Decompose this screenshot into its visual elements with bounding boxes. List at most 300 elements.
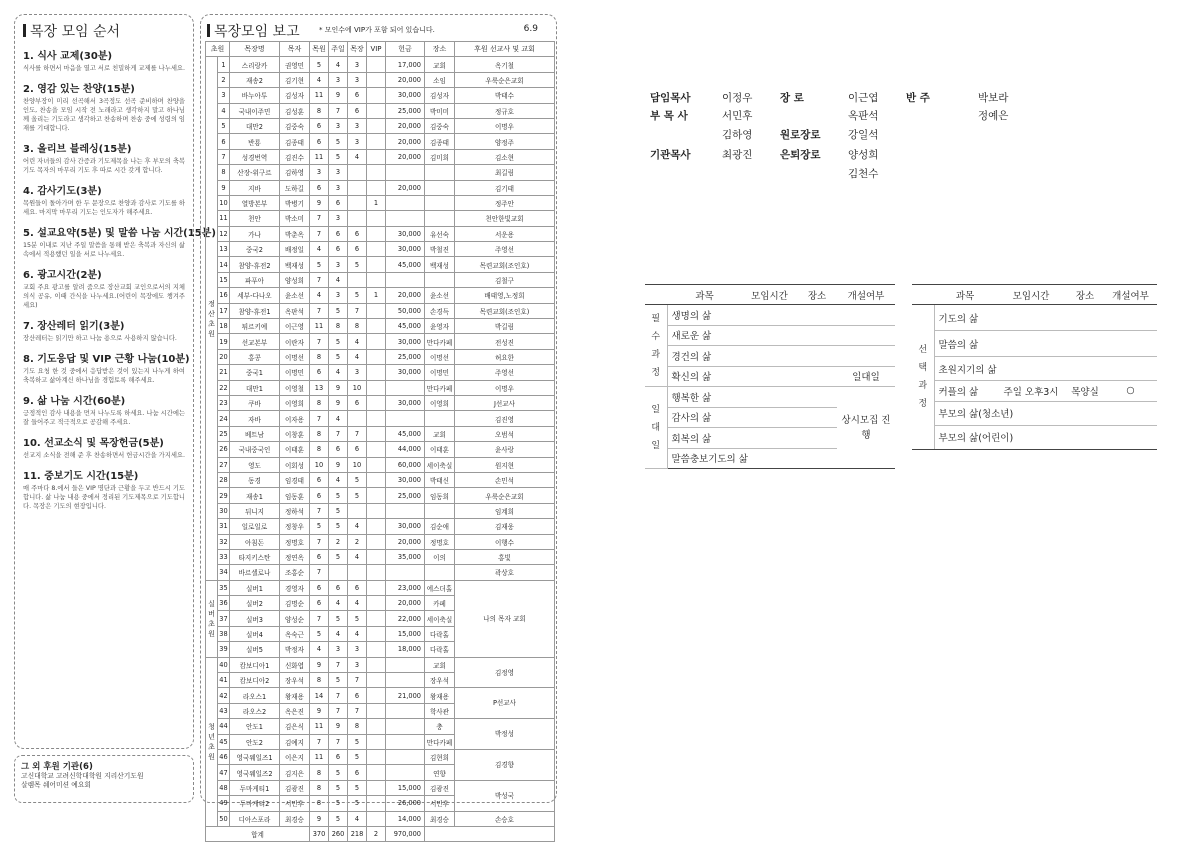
mokjang-name: 세부-다나오	[230, 288, 280, 303]
place: 손경득	[425, 303, 455, 318]
mokjang-name: 영도	[230, 457, 280, 472]
table-row	[206, 118, 555, 133]
mokjang-count	[348, 411, 367, 426]
mokwon-count: 7	[310, 303, 329, 318]
mokjang-count	[348, 165, 367, 180]
mokja-name: 옥은진	[280, 703, 310, 718]
mokja-name: 권영민	[280, 57, 310, 72]
order-section-title: 1. 식사 교제(30분)	[23, 51, 113, 62]
order-section	[23, 182, 185, 217]
missionary: 임계희	[455, 503, 555, 518]
missionary: 곽상호	[455, 565, 555, 580]
col-time: 모임시간	[742, 285, 797, 305]
mokwon-count: 6	[310, 596, 329, 611]
mokja-name: 이근영	[280, 319, 310, 334]
mokjang-count: 4	[348, 811, 367, 826]
mokjang-name: 대만1	[230, 380, 280, 395]
offering	[386, 719, 425, 734]
mokja-name: 정하석	[280, 503, 310, 518]
missionary: 김경향	[455, 749, 555, 780]
vip-count	[367, 380, 386, 395]
mokjang-count: 4	[348, 626, 367, 641]
order-section-desc: 교회 주요 광고를 알려 줌으로 장산교회 교인으로서의 지체의식 공유, 이때 간식을 나누세요.(어린이 목장에도 챙겨주세요)	[23, 284, 185, 309]
mokja-name: 정명호	[280, 534, 310, 549]
vip-count	[367, 780, 386, 795]
elder-name: 이근엽	[848, 92, 879, 104]
row-number: 8	[218, 165, 230, 180]
sunday-count: 7	[329, 103, 348, 118]
table-row	[206, 488, 555, 503]
mokwon-count: 7	[310, 334, 329, 349]
sunday-count: 6	[329, 580, 348, 595]
mokjang-count: 5	[348, 611, 367, 626]
mokjang-count: 4	[348, 519, 367, 534]
mokwon-count: 7	[310, 503, 329, 518]
offering: 22,000	[386, 611, 425, 626]
vip-count	[367, 565, 386, 580]
place: 교회	[425, 57, 455, 72]
mokjang-name: 아침돈	[230, 534, 280, 549]
missionary: 손민석	[455, 472, 555, 487]
mokja-name: 양성희	[280, 272, 310, 287]
mokja-name: 임경태	[280, 472, 310, 487]
course-row	[912, 425, 1157, 449]
mokwon-count: 8	[310, 442, 329, 457]
sunday-count: 5	[329, 611, 348, 626]
offering: 23,000	[386, 580, 425, 595]
table-row	[206, 103, 555, 118]
row-number: 20	[218, 349, 230, 364]
retired-elder-label: 은퇴장로	[780, 149, 821, 161]
place: 유선숙	[425, 226, 455, 241]
place: 백재성	[425, 257, 455, 272]
mokjang-count: 2	[348, 534, 367, 549]
mokjang-count	[348, 272, 367, 287]
course-time: 주일 오후3시	[996, 381, 1066, 402]
mokja-name: 김진수	[280, 149, 310, 164]
missionary: 전성진	[455, 334, 555, 349]
vip-count	[367, 426, 386, 441]
row-number: 32	[218, 534, 230, 549]
course-row	[912, 357, 1157, 381]
mokjang-count: 4	[348, 596, 367, 611]
mokjang-count: 3	[348, 657, 367, 672]
elder-label: 장 로	[780, 92, 804, 104]
vip-count	[367, 734, 386, 749]
mokjang-count: 5	[348, 734, 367, 749]
row-number: 35	[218, 580, 230, 595]
table-row	[206, 149, 555, 164]
table-row	[206, 380, 555, 395]
course-header-row	[912, 285, 1157, 305]
support-line: 고신대학교 고려신학대학원 지리산기도원	[21, 772, 144, 780]
row-number: 9	[218, 180, 230, 195]
order-section-desc: 찬양부장이 미리 선곡해서 3곡정도 선곡 준비하며 찬양을 인도, 찬송을 모임 시작 전 노래라고 생각하지 말고 하나님께 올리는 기도라고 생각하고 찬송하며 찬송 중에 성령의 임재를 기대합니다.	[23, 98, 185, 132]
mokjang-count: 5	[348, 288, 367, 303]
vip-count	[367, 72, 386, 87]
place: 카페	[425, 596, 455, 611]
report-panel	[200, 14, 557, 840]
mokwon-count: 7	[310, 734, 329, 749]
place	[425, 565, 455, 580]
mokjang-count: 7	[348, 703, 367, 718]
order-section	[23, 434, 185, 460]
mokjang-count: 10	[348, 457, 367, 472]
col-sunday: 주일	[329, 42, 348, 57]
mokjang-count: 6	[348, 88, 367, 103]
mokjang-name: 라오스2	[230, 703, 280, 718]
mokwon-count: 7	[310, 226, 329, 241]
mokwon-count: 14	[310, 688, 329, 703]
order-section-title: 3. 올리브 블레싱(15분)	[23, 144, 132, 155]
mokjang-name: 베트남	[230, 426, 280, 441]
place: 만다카페	[425, 380, 455, 395]
mokja-name: 김광진	[280, 780, 310, 795]
mokja-name: 이란자	[280, 334, 310, 349]
row-number: 23	[218, 395, 230, 410]
mokjang-count: 3	[348, 72, 367, 87]
mokwon-count: 13	[310, 380, 329, 395]
offering	[386, 165, 425, 180]
missionary: 최길림	[455, 165, 555, 180]
offering	[386, 272, 425, 287]
vip-count	[367, 303, 386, 318]
mokja-name: 백재성	[280, 257, 310, 272]
mokwon-count: 9	[310, 703, 329, 718]
vip-count	[367, 719, 386, 734]
mokjang-count: 5	[348, 749, 367, 764]
row-number: 50	[218, 811, 230, 826]
course-row	[645, 346, 895, 367]
col-vip: VIP	[367, 42, 386, 57]
vip-count	[367, 442, 386, 457]
missionary: P선교사	[455, 688, 555, 719]
mokja-name: 김기현	[280, 72, 310, 87]
offering: 15,000	[386, 780, 425, 795]
mokjang-name: 홍콩	[230, 349, 280, 364]
mokwon-count: 11	[310, 749, 329, 764]
mokjang-name: 동경	[230, 472, 280, 487]
mokjang-count: 5	[348, 488, 367, 503]
mokjang-name: 재송1	[230, 488, 280, 503]
mokwon-count: 8	[310, 426, 329, 441]
sunday-count: 4	[329, 626, 348, 641]
vip-count	[367, 349, 386, 364]
course-header-row	[645, 285, 895, 305]
row-number: 49	[218, 796, 230, 811]
table-row	[206, 426, 555, 441]
place: 다락홀	[425, 626, 455, 641]
mokja-name: 김예지	[280, 734, 310, 749]
table-row	[206, 519, 555, 534]
missionary: 김철구	[455, 272, 555, 287]
place: 학사관	[425, 703, 455, 718]
mokwon-count: 8	[310, 349, 329, 364]
staff-list	[650, 90, 1070, 190]
vip-count	[367, 503, 386, 518]
order-section-title: 10. 선교소식 및 목장헌금(5분)	[23, 438, 164, 449]
course-subject: 부모의 삶(어린이)	[934, 425, 1066, 449]
table-row	[206, 719, 555, 734]
course-open: ○	[1104, 381, 1157, 402]
sunday-count: 5	[329, 519, 348, 534]
table-row	[206, 442, 555, 457]
offering: 60,000	[386, 457, 425, 472]
report-date: 6.9	[523, 24, 538, 34]
mokja-name: 이명민	[280, 365, 310, 380]
mokjang-name: 스리랑카	[230, 57, 280, 72]
offering: 20,000	[386, 288, 425, 303]
order-section-desc: 기도 요청 한 것 중에서 응답받은 것이 있는지 나누게 하여 축복하고 삶아계신 하나님을 경험토록 해주세요.	[23, 368, 185, 384]
place: 장우석	[425, 673, 455, 688]
mokjang-name: 가나	[230, 226, 280, 241]
mokwon-count: 11	[310, 149, 329, 164]
col-subject: 과목	[667, 285, 742, 305]
vip-count	[367, 626, 386, 641]
table-row	[206, 88, 555, 103]
missionary: 이명우	[455, 118, 555, 133]
mokjang-name: 국내중국인	[230, 442, 280, 457]
course-subject: 확신의 삶	[667, 366, 797, 387]
place	[425, 211, 455, 226]
mokja-name: 경영자	[280, 580, 310, 595]
vip-count	[367, 811, 386, 826]
offering	[386, 765, 425, 780]
mokjang-count: 3	[348, 365, 367, 380]
report-title: 목장모임 보고	[207, 21, 300, 41]
place: 김미희	[425, 149, 455, 164]
mokjang-name: 일로일로	[230, 519, 280, 534]
col-mokja: 목자	[280, 42, 310, 57]
total-sunday: 260	[329, 826, 348, 841]
sunday-count: 9	[329, 457, 348, 472]
vip-count	[367, 596, 386, 611]
offering	[386, 211, 425, 226]
mokja-name: 양성순	[280, 611, 310, 626]
place: 정명호	[425, 534, 455, 549]
table-row	[206, 472, 555, 487]
mokwon-count: 4	[310, 288, 329, 303]
sunday-count: 7	[329, 688, 348, 703]
course-subject: 기도의 삶	[934, 305, 1066, 331]
sunday-count: 5	[329, 349, 348, 364]
mokjang-name: 라오스1	[230, 688, 280, 703]
mokjang-name: 영국웨일즈1	[230, 749, 280, 764]
mokwon-count: 8	[310, 796, 329, 811]
elder-name: 옥판석	[848, 110, 879, 122]
mokwon-count: 8	[310, 765, 329, 780]
table-row	[206, 503, 555, 518]
mokjang-count: 5	[348, 257, 367, 272]
col-open: 개설여부	[837, 285, 895, 305]
offering	[386, 703, 425, 718]
table-row	[206, 657, 555, 672]
offering: 25,000	[386, 349, 425, 364]
vip-count	[367, 118, 386, 133]
col-chowon: 초원	[206, 42, 230, 57]
mokja-name: 이자용	[280, 411, 310, 426]
place: 김성자	[425, 88, 455, 103]
mokwon-count: 7	[310, 611, 329, 626]
senior-pastor-name: 이정우	[722, 92, 753, 104]
row-number: 22	[218, 380, 230, 395]
course-row	[645, 387, 895, 408]
order-section	[23, 317, 185, 343]
missionary: 주영선	[455, 365, 555, 380]
place: 이영희	[425, 395, 455, 410]
mokja-name: 이영희	[280, 395, 310, 410]
table-row	[206, 195, 555, 210]
sunday-count: 4	[329, 272, 348, 287]
mokjang-name: 파푸아	[230, 272, 280, 287]
order-section-desc: 목원들이 돌아가며 한 두 문장으로 찬양과 감사로 기도를 하세요. 마지막 마무리 기도는 인도자가 해주세요.	[23, 200, 185, 216]
mokjang-name: 산장-위구르	[230, 165, 280, 180]
table-row	[206, 780, 555, 795]
mokwon-count: 6	[310, 549, 329, 564]
place	[425, 180, 455, 195]
mokwon-count: 7	[310, 211, 329, 226]
offering: 30,000	[386, 226, 425, 241]
place: 김순애	[425, 519, 455, 534]
order-section	[23, 140, 185, 175]
order-section-desc: 긍정적인 감사 내용을 먼저 나누도록 하세요. 나눔 시간에는 잘 들어주고 적극적으로 공감해 주세요.	[23, 410, 185, 426]
mokjang-name: 지바	[230, 180, 280, 195]
mokjang-count	[348, 211, 367, 226]
sunday-count: 7	[329, 657, 348, 672]
mokwon-count: 6	[310, 134, 329, 149]
missionary: 원지현	[455, 457, 555, 472]
offering: 30,000	[386, 519, 425, 534]
sunday-count: 5	[329, 549, 348, 564]
col-open: 개설여부	[1104, 285, 1157, 305]
col-place: 장소	[425, 42, 455, 57]
mokwon-count: 6	[310, 488, 329, 503]
mokwon-count: 6	[310, 180, 329, 195]
col-time: 모임시간	[996, 285, 1066, 305]
col-mokjang-name: 목장명	[230, 42, 280, 57]
chowon-group-youth: 청 년 초 원	[206, 657, 218, 826]
offering: 44,000	[386, 442, 425, 457]
mokwon-count: 10	[310, 457, 329, 472]
vip-count	[367, 749, 386, 764]
mokjang-count: 6	[348, 395, 367, 410]
mokja-name: 김성자	[280, 88, 310, 103]
mokjang-count: 6	[348, 442, 367, 457]
sunday-count: 5	[329, 811, 348, 826]
vip-count	[367, 796, 386, 811]
place: 소임	[425, 72, 455, 87]
row-number: 39	[218, 642, 230, 657]
place: 교회	[425, 657, 455, 672]
col-place: 장소	[1066, 285, 1104, 305]
row-number: 48	[218, 780, 230, 795]
missionary: 허요한	[455, 349, 555, 364]
offering: 25,000	[386, 103, 425, 118]
mokja-name: 박춘옥	[280, 226, 310, 241]
course-subject: 회복의 삶	[667, 428, 797, 449]
table-row	[206, 165, 555, 180]
vip-count: 1	[367, 288, 386, 303]
row-number: 47	[218, 765, 230, 780]
col-offering: 헌금	[386, 42, 425, 57]
vip-count	[367, 534, 386, 549]
place: 만다카페	[425, 334, 455, 349]
vip-count	[367, 319, 386, 334]
missionary: 윤사랑	[455, 442, 555, 457]
offering: 20,000	[386, 149, 425, 164]
order-section	[23, 392, 185, 427]
mokjang-count: 6	[348, 580, 367, 595]
mokjang-count: 7	[348, 303, 367, 318]
mokwon-count: 11	[310, 88, 329, 103]
mokja-name: 옥숙근	[280, 626, 310, 641]
mokjang-count: 10	[348, 380, 367, 395]
vip-count	[367, 257, 386, 272]
missionary: 서운용	[455, 226, 555, 241]
place: 이명선	[425, 349, 455, 364]
vip-count	[367, 657, 386, 672]
sunday-count: 5	[329, 488, 348, 503]
mokjang-name: 튀르키예	[230, 319, 280, 334]
sunday-count: 3	[329, 642, 348, 657]
mokjang-name: 안도1	[230, 719, 280, 734]
row-number: 43	[218, 703, 230, 718]
mokjang-name: 중국1	[230, 365, 280, 380]
mokwon-count: 7	[310, 534, 329, 549]
offering: 45,000	[386, 319, 425, 334]
mokja-name: 배정일	[280, 242, 310, 257]
mokjang-count: 8	[348, 319, 367, 334]
sunday-count: 5	[329, 503, 348, 518]
mokjang-name: 캄보디아2	[230, 673, 280, 688]
mokjang-name: 실버3	[230, 611, 280, 626]
sunday-count: 5	[329, 796, 348, 811]
table-row	[206, 57, 555, 72]
institution-pastor-label: 기관목사	[650, 149, 691, 161]
place	[425, 411, 455, 426]
place: 김광진	[425, 780, 455, 795]
table-row	[206, 349, 555, 364]
course-group-onetoone: 일 대 일	[645, 387, 667, 469]
row-number: 15	[218, 272, 230, 287]
retired-elder-name: 양성희	[848, 149, 879, 161]
course-subject: 커플의 삶	[934, 381, 996, 402]
course-table-required	[645, 284, 895, 469]
place	[425, 195, 455, 210]
mokjang-name: 실버5	[230, 642, 280, 657]
mokjang-name: 실버1	[230, 580, 280, 595]
order-section-title: 9. 삶 나눔 시간(60분)	[23, 396, 126, 407]
vip-count	[367, 549, 386, 564]
mokjang-count: 5	[348, 472, 367, 487]
course-place: 목양실	[1066, 381, 1104, 402]
row-number: 16	[218, 288, 230, 303]
vip-count	[367, 226, 386, 241]
missionary: 박성국	[455, 780, 555, 811]
vip-count	[367, 642, 386, 657]
vip-count	[367, 211, 386, 226]
course-row	[912, 305, 1157, 331]
missionary: 목련교회(조인호)	[455, 303, 555, 318]
mokja-name: 서민후	[280, 796, 310, 811]
course-time: 일대일	[837, 366, 895, 387]
mokjang-name: 중국2	[230, 242, 280, 257]
place	[425, 272, 455, 287]
place: 박미미	[425, 103, 455, 118]
course-subject: 행복한 삶	[667, 387, 797, 408]
place: 김현희	[425, 749, 455, 764]
mokjang-name: 자바	[230, 411, 280, 426]
